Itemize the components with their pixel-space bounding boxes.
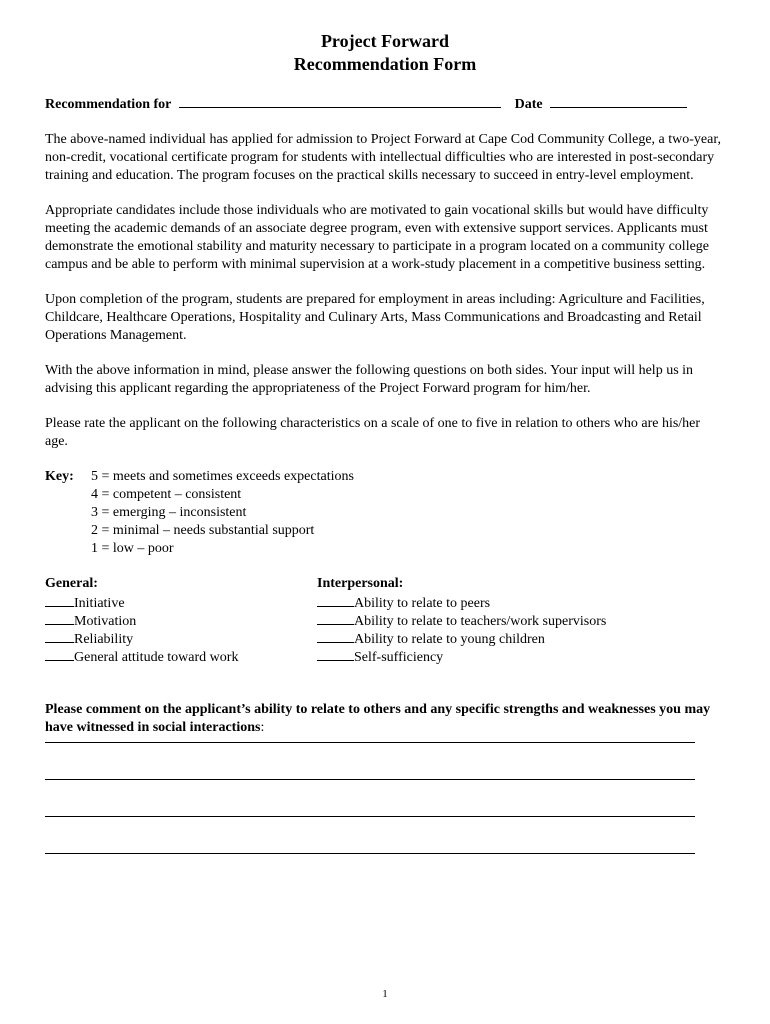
paragraph-rating-scale: Please rate the applicant on the following characteristics on a scale of one to five in relation to others who are his/her age. bbox=[45, 416, 701, 449]
comment-line[interactable] bbox=[45, 852, 695, 854]
rating-row-self-sufficiency bbox=[317, 647, 717, 665]
rating-row-motivation bbox=[45, 611, 317, 629]
title-line-2: Recommendation Form bbox=[293, 54, 477, 74]
score-blank[interactable] bbox=[317, 611, 354, 625]
date-blank[interactable] bbox=[550, 94, 687, 108]
interpersonal-column bbox=[317, 575, 717, 665]
comment-line[interactable] bbox=[45, 741, 695, 743]
rating-label: Ability to relate to peers bbox=[354, 596, 491, 611]
ratings-section bbox=[45, 575, 725, 665]
recommendation-for-field bbox=[45, 94, 501, 114]
paragraph-instructions: With the above information in mind, please answer the following questions on both sides. Your input will help us in advising this applicant regarding the appropriateness of the Project Forward program for him/her. bbox=[45, 363, 694, 396]
rating-row-children bbox=[317, 629, 717, 647]
page-number: 1 bbox=[382, 988, 388, 1000]
recommendation-for-label: Recommendation for bbox=[45, 97, 172, 112]
rating-label: Ability to relate to young children bbox=[354, 632, 545, 647]
score-blank[interactable] bbox=[45, 611, 74, 625]
comment-prompt-text: Please comment on the applicant’s ability to relate to others and any specific strengths and weaknesses you may have witnessed in social interactions bbox=[45, 702, 711, 735]
rating-row-reliability bbox=[45, 629, 317, 647]
general-column bbox=[45, 575, 317, 665]
key-item: 1 = low – poor bbox=[91, 541, 174, 556]
date-field bbox=[515, 94, 688, 114]
key-item: 2 = minimal – needs substantial support bbox=[91, 523, 315, 538]
recommendation-header-line bbox=[45, 94, 725, 114]
comment-line[interactable] bbox=[45, 815, 695, 817]
title-line-1: Project Forward bbox=[320, 31, 450, 51]
score-blank[interactable] bbox=[45, 593, 74, 607]
rating-label: General attitude toward work bbox=[74, 650, 239, 665]
rating-label: Self-sufficiency bbox=[354, 650, 444, 665]
key-label: Key: bbox=[45, 469, 74, 484]
rating-row-attitude bbox=[45, 647, 317, 665]
rating-row-initiative bbox=[45, 593, 317, 611]
rating-label: Ability to relate to teachers/work supervisors bbox=[354, 614, 607, 629]
rating-row-supervisors bbox=[317, 611, 717, 629]
general-heading: General: bbox=[45, 576, 98, 591]
form-page bbox=[45, 30, 725, 854]
rating-label: Initiative bbox=[74, 596, 125, 611]
interpersonal-heading: Interpersonal: bbox=[317, 576, 404, 591]
key-item: 3 = emerging – inconsistent bbox=[91, 505, 247, 520]
score-blank[interactable] bbox=[45, 629, 74, 643]
paragraph-intro: The above-named individual has applied for admission to Project Forward at Cape Cod Community College, a two-year, non-credit, vocational certificate program for students with intellectual difficulties who are interested in post-secondary training and education. The program focuses on the practical skills necessary to succeed in entry-level employment. bbox=[45, 132, 721, 183]
rating-label: Reliability bbox=[74, 632, 134, 647]
score-blank[interactable] bbox=[45, 647, 74, 661]
key-item: 5 = meets and sometimes exceeds expectations bbox=[91, 469, 354, 484]
rating-label: Motivation bbox=[74, 614, 137, 629]
page-title bbox=[45, 30, 725, 76]
paragraph-candidates: Appropriate candidates include those individuals who are motivated to gain vocational skills but would have difficulty meeting the academic demands of an associate degree program, even with extensive support services. Applicants must demonstrate the emotional stability and maturity necessary to participate in a program located on a community college campus and be able to perform with minimal supervision at a work-study placement in a competitive business setting. bbox=[45, 203, 710, 272]
score-blank[interactable] bbox=[317, 629, 354, 643]
key-item: 4 = competent – consistent bbox=[91, 487, 242, 502]
comment-line[interactable] bbox=[45, 778, 695, 780]
comment-prompt-colon: : bbox=[260, 720, 265, 735]
rating-row-peers bbox=[317, 593, 717, 611]
paragraph-completion: Upon completion of the program, students are prepared for employment in areas including: Agriculture and Facilities, Childcare, Healthcare Operations, Hospitality and Culinary Arts, Mass Communications and Broadcasting and Retail Operations Management. bbox=[45, 292, 705, 343]
recommendation-for-blank[interactable] bbox=[179, 94, 501, 108]
date-label: Date bbox=[514, 97, 543, 112]
score-blank[interactable] bbox=[317, 593, 354, 607]
rating-key bbox=[45, 468, 725, 558]
comment-prompt bbox=[45, 701, 725, 737]
key-list bbox=[91, 468, 354, 558]
score-blank[interactable] bbox=[317, 647, 354, 661]
